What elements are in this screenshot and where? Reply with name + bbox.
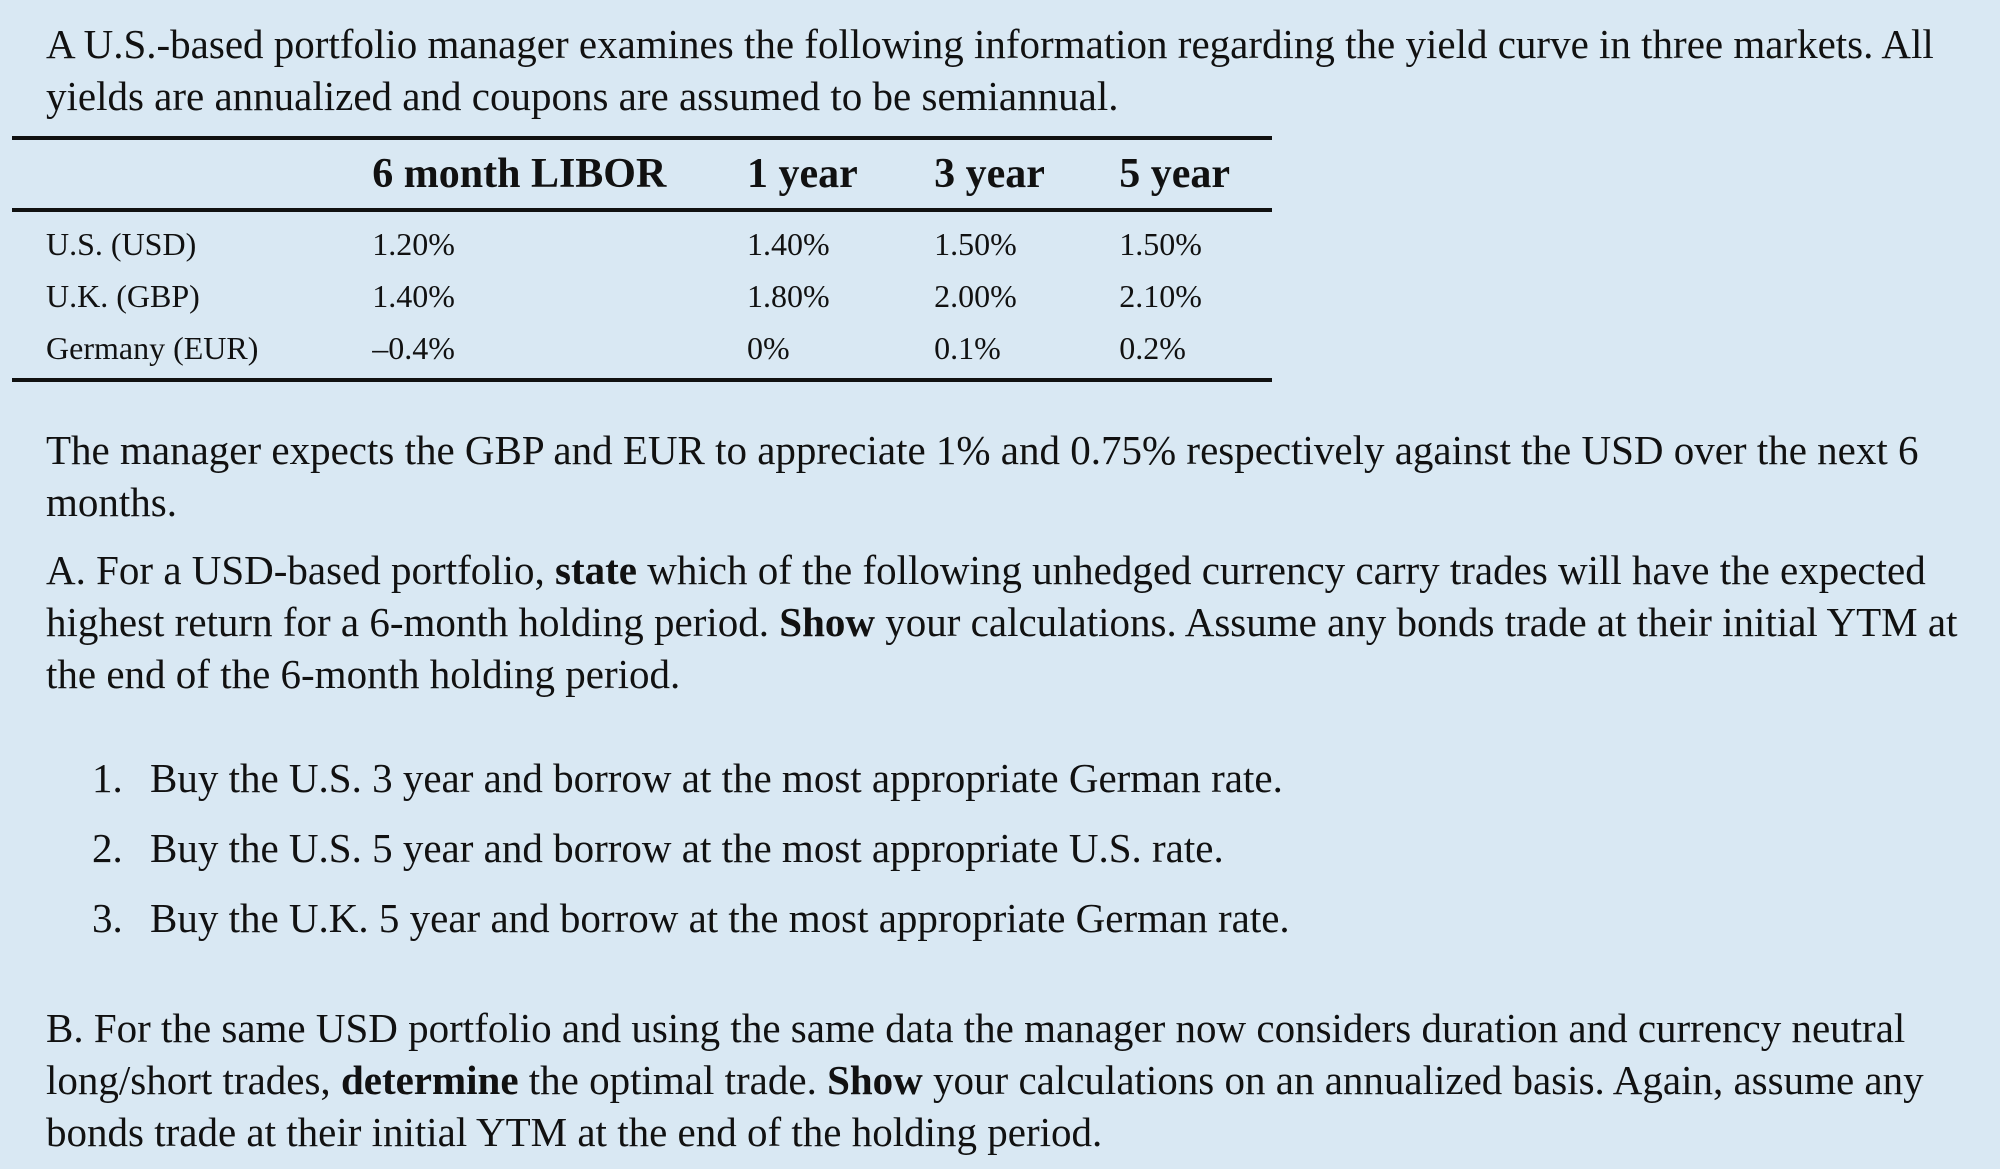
yield-cell: 1.40% bbox=[747, 225, 830, 262]
yield-cell: 0.2% bbox=[1119, 329, 1186, 366]
carry-trade-options-list bbox=[92, 752, 1290, 962]
part-b-lead: B. For the same USD portfolio and using the same data the manager now considers duration and currency neutral long/short trades, bbox=[46, 1005, 1906, 1103]
yield-cell: 2.10% bbox=[1119, 277, 1202, 314]
part-b-bold-show: Show bbox=[827, 1057, 923, 1103]
part-a-question bbox=[46, 544, 1986, 700]
yield-cell: 2.00% bbox=[934, 277, 1017, 314]
part-a-mid: which of the following unhedged currency carry trades will have the expected highest return for a 6-month holding period. bbox=[46, 547, 1926, 645]
option-number: 2. bbox=[92, 825, 123, 871]
yield-cell: 0% bbox=[747, 329, 790, 366]
list-item bbox=[92, 892, 1290, 962]
yield-cell: 0.1% bbox=[934, 329, 1001, 366]
yield-cell: 1.40% bbox=[372, 277, 455, 314]
part-a-bold-state: state bbox=[555, 547, 637, 593]
part-a-lead: A. For a USD-based portfolio, bbox=[46, 547, 556, 593]
part-b-tail: your calculations on an annualized basis. Again, assume any bonds trade at their initial YTM at the end of the holding period. bbox=[46, 1057, 1924, 1155]
option-text: Buy the U.S. 3 year and borrow at the most appropriate German rate. bbox=[150, 755, 1283, 801]
intro-paragraph: A U.S.-based portfolio manager examines the following information regarding the yield curve in three markets. All yields are annualized and coupons are assumed to be semiannual. bbox=[46, 21, 1934, 119]
part-b-question bbox=[46, 1002, 1986, 1158]
table-header-row bbox=[12, 138, 1272, 210]
part-b-bold-determine: determine bbox=[340, 1057, 519, 1103]
market-label: U.K. (GBP) bbox=[46, 277, 200, 314]
list-item bbox=[92, 822, 1290, 892]
market-label: Germany (EUR) bbox=[46, 329, 259, 366]
market-label: U.S. (USD) bbox=[46, 225, 197, 262]
header-1-year: 1 year bbox=[747, 151, 858, 197]
table-row-uk bbox=[12, 270, 1272, 322]
part-a-tail: your calculations. Assume any bonds trade at their initial YTM at the end of the 6-month holding period. bbox=[46, 599, 1958, 697]
yield-cell: 1.80% bbox=[747, 277, 830, 314]
list-item bbox=[92, 752, 1290, 822]
table-row-germany bbox=[12, 322, 1272, 380]
header-3-year: 3 year bbox=[934, 151, 1045, 197]
header-5-year: 5 year bbox=[1119, 151, 1231, 197]
header-market bbox=[12, 138, 372, 210]
part-a-bold-show: Show bbox=[779, 599, 876, 645]
option-number: 1. bbox=[92, 755, 123, 801]
option-text: Buy the U.K. 5 year and borrow at the most appropriate German rate. bbox=[150, 895, 1290, 941]
currency-expectation-paragraph: The manager expects the GBP and EUR to appreciate 1% and 0.75% respectively against the USD over the next 6 months. bbox=[46, 427, 1919, 525]
yield-cell: 1.20% bbox=[372, 225, 455, 262]
option-text: Buy the U.S. 5 year and borrow at the most appropriate U.S. rate. bbox=[150, 825, 1224, 871]
yield-cell: 1.50% bbox=[1119, 225, 1202, 262]
yield-curve-table bbox=[12, 136, 1272, 382]
part-b-mid: the optimal trade. bbox=[518, 1057, 828, 1103]
table-row-us bbox=[12, 210, 1272, 270]
option-number: 3. bbox=[92, 895, 123, 941]
header-6-month-libor: 6 month LIBOR bbox=[372, 151, 667, 197]
yield-cell: 1.50% bbox=[934, 225, 1017, 262]
yield-cell: –0.4% bbox=[372, 329, 455, 366]
